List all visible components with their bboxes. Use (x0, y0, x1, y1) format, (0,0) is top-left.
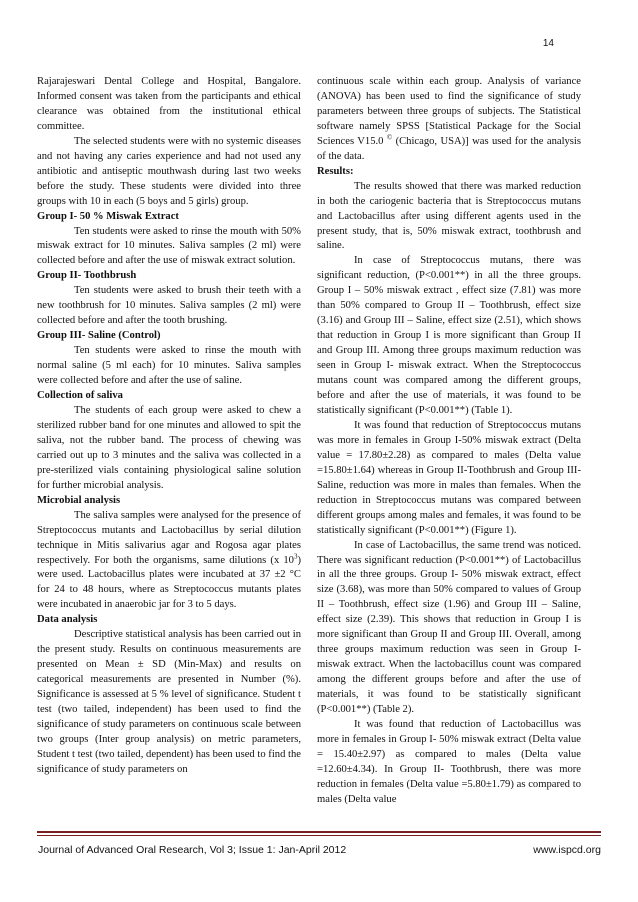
section-heading: Group II- Toothbrush (37, 270, 137, 282)
page-number: 14 (542, 38, 554, 49)
paragraph: It was found that reduction of Lactobacillus was more in females in Group I- 50% miswak extract (Delta value = 15.40±2.97) as compared to males (Delta value =12.60±4.34). In Group II- Toothbrush, there was more reduction in females (Delta value =5.80±1.79) as compared to males (Delta value (317, 718, 581, 805)
left-column (37, 75, 301, 778)
superscript: © (386, 133, 393, 142)
paragraph: The students of each group were asked to chew a sterilized rubber band for one minutes and allowed to spit the saliva, not the rubber band. The process of chewing was carried out up to 3 minutes and the saliva was collected in a pre-sterilized vials containing physiological saline solution for further microbial analysis. (37, 404, 301, 491)
section-heading: Results: (317, 165, 354, 177)
paragraph: The results showed that there was marked reduction in both the cariogenic bacteria that is Streptococcus mutans and Lactobacillus after using different agents used in the present study, that is, 50% miswak extract, toothbrush and saline. (317, 180, 581, 252)
section-heading: Group III- Saline (Control) (37, 330, 161, 342)
paragraph: Ten students were asked to brush their teeth with a new toothbrush for 10 minutes. Saliva samples (2 ml) were collected before and after the tooth brushing. (37, 285, 301, 327)
paragraph: In case of Streptococcus mutans, there was significant reduction, (P<0.001**) in all the three groups. Group I – 50% miswak extract , effect size (7.81) was more than 50% compared to Group II – Toothbrush, effect size (3.16) and Group III – Saline, effect size (2.51), which shows that reduction in Group I is more significant than Group II and Group III. Among three groups maximum reduction was seen in Group I- miswak extract. When the Streptococcus mutans count was compared among the different groups, before and after the use of materials, it was found to be statistically significant (P<0.001**) (Table 1). (317, 255, 581, 416)
paragraph: In case of Lactobacillus, the same trend was noticed. There was significant reduction (P<0.001**) of Lactobacillus in all the three groups. Group I- 50% miswak extract, effect size (3.68), was more than 50% compared to values of Group II – Toothbrush, effect size (1.96) and Group III – Saline, effect size (2.39). This shows that reduction in Group I is more significant than Group II and Group III. Overall, among three groups maximum reduction was seen in Group I- miswak extract. When the lactobacillus count was compared among the different groups before and after the use of materials, it was found to be statistically significant (P<0.001**) (Table 2). (317, 539, 581, 716)
paragraph: The selected students were with no systemic diseases and not having any caries experience and had not used any antibiotic and antiseptic mouthwash during last two weeks before the study. These students were divided into three groups with 10 in each (5 boys and 5 girls) group. (37, 135, 301, 207)
footer-website: www.ispcd.org (533, 844, 601, 856)
footer-rule-thin (37, 835, 601, 836)
paragraph: It was found that reduction of Streptococcus mutans was more in females in Group I-50% miswak extract (Delta value = 17.80±2.28) as compared to males (Delta value =15.80±1.64) whereas in Group II-Toothbrush and Group III- Saline, reduction was more in males than females. When the reduction in Streptococcus mutans was compared between different groups among males and females, it was found to be statistically significant (P<0.001**) (Figure 1). (317, 419, 581, 536)
footer-journal-citation: Journal of Advanced Oral Research, Vol 3; Issue 1: Jan-April 2012 (38, 844, 347, 856)
footer-rule (37, 831, 601, 833)
section-heading: Microbial analysis (37, 494, 121, 506)
paragraph: Rajarajeswari Dental College and Hospital, Bangalore. Informed consent was taken from the participants and ethical clearance was obtained from the institutional ethical committee. (37, 76, 301, 132)
superscript: 3 (293, 551, 298, 560)
paragraph: Ten students were asked to rinse the mouth with normal saline (5 ml each) for 10 minutes. Saliva samples were collected before and after the use of saline. (37, 345, 301, 387)
paragraph: continuous scale within each group. Analysis of variance (ANOVA) has been used to find the significance of study parameters between three groups of subjects. The Statistical software namely SPSS [Statistical Package for the Social Sciences V15.0 © (Chicago, USA)] was used for the analysis of the data. (317, 76, 581, 162)
paragraph: The saliva samples were analysed for the presence of Streptococcus mutants and Lactobacillus by serial dilution technique in Mitis salivarius agar and Rogosa agar plates respectively. For both the organisms, same dilutions (x $10^3$) were used. Lactobacillus plates were incubated at 37 ±2 °C for 24 to 48 hours, where as Streptococcus mutants plates were incubated in anaerobic jar for 3 to 5 days. (37, 509, 301, 611)
section-heading: Group I- 50 % Miswak Extract (37, 210, 179, 222)
paragraph: Ten students were asked to rinse the mouth with 50% miswak extract for 10 minutes. Saliva samples (2 ml) were collected before and after the use of miswak extract solution. (37, 225, 301, 267)
right-column (317, 75, 581, 808)
section-heading: Data analysis (37, 614, 98, 626)
paragraph: Descriptive statistical analysis has been carried out in the present study. Results on continuous measurements are presented on Mean ± SD (Min-Max) and results on categorical measurements are presented in Number (%). Significance is assessed at 5 % level of significance. Student t test (two tailed, independent) has been used to find the significance of study parameters on continuous scale between two groups (Inter group analysis) on metric parameters, Student t test (two tailed, dependent) has been used to find the significance of study parameters on (37, 629, 301, 775)
section-heading: Collection of saliva (37, 390, 123, 402)
